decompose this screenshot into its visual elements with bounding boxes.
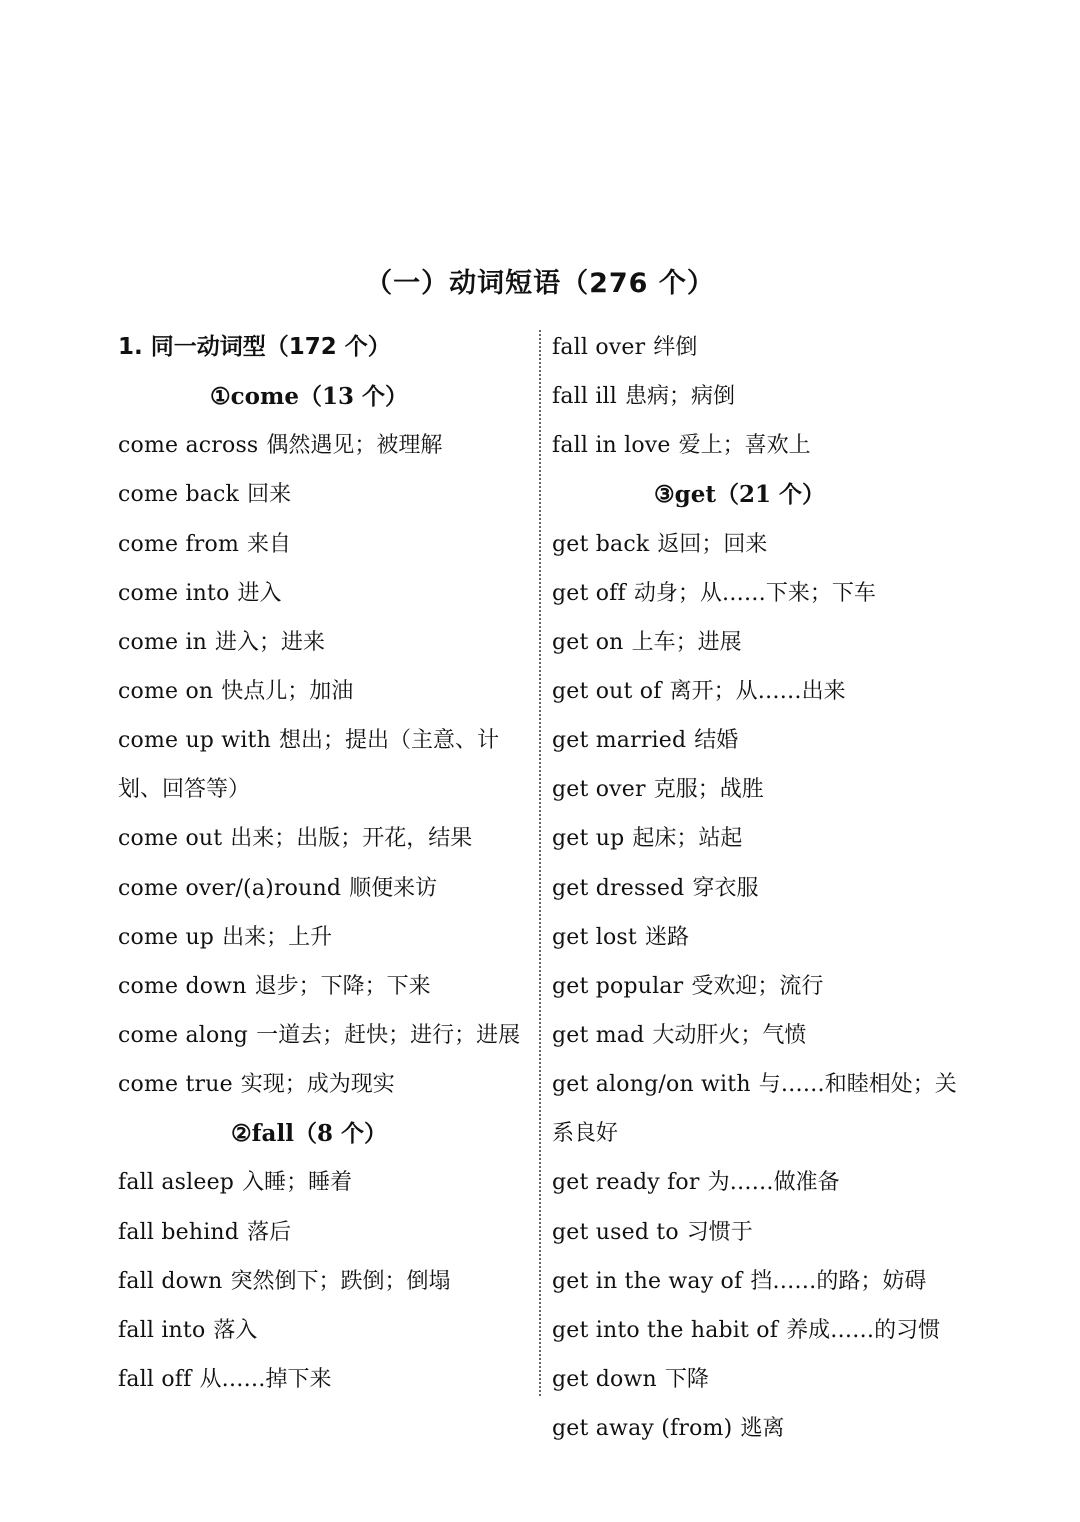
phrase: come up with <box>118 728 271 754</box>
meaning: 实现；成为现实 <box>240 1072 395 1098</box>
meaning: 入睡；睡着 <box>242 1170 353 1196</box>
phrase: get ready for <box>552 1170 700 1196</box>
list-item <box>552 864 967 913</box>
phrase: get mad <box>552 1022 645 1048</box>
list-item <box>118 1060 530 1109</box>
list-item <box>118 569 530 618</box>
meaning: 爱上；喜欢上 <box>678 433 811 459</box>
phrase: fall over <box>552 335 646 360</box>
meaning: 习惯于 <box>686 1219 753 1245</box>
phrase: come from <box>118 531 240 557</box>
phrase: get used to <box>552 1219 679 1245</box>
list-item <box>552 323 967 372</box>
meaning: 动身；从……下来；下车 <box>633 580 876 606</box>
phrase: get on <box>552 629 624 655</box>
list-item <box>118 1158 530 1207</box>
phrase: get in the way of <box>552 1268 743 1294</box>
meaning: 受欢迎；流行 <box>691 973 824 999</box>
meaning: 退步；下降；下来 <box>254 973 431 999</box>
list-item <box>552 1208 967 1257</box>
list-item <box>118 1011 530 1060</box>
list-item <box>118 1306 530 1355</box>
meaning: 一道去；赶快；进行；进展 <box>256 1023 521 1048</box>
meaning: 起床；站起 <box>632 826 743 852</box>
meaning: 想出；提出（主意、计划、回答等） <box>118 728 499 803</box>
phrase: fall asleep <box>118 1170 235 1196</box>
meaning: 进入 <box>237 580 282 606</box>
list-item <box>552 1158 967 1207</box>
phrase: come across <box>118 433 259 459</box>
meaning: 进入；进来 <box>215 629 326 655</box>
phrase: fall off <box>118 1366 192 1392</box>
left-column <box>118 323 530 1404</box>
meaning: 来自 <box>247 531 292 557</box>
list-item <box>552 569 967 618</box>
phrase: come along <box>118 1023 249 1048</box>
group-heading-get: ③get（21 个） <box>654 481 825 509</box>
phrase: come back <box>118 482 240 508</box>
meaning: 突然倒下；跌倒；倒塌 <box>230 1268 451 1294</box>
meaning: 穿衣服 <box>692 875 759 901</box>
right-column <box>552 323 967 1453</box>
phrase: get back <box>552 531 650 557</box>
list-item <box>118 520 530 569</box>
list-item <box>552 667 967 716</box>
meaning: 偶然遇见；被理解 <box>266 433 443 459</box>
phrase: get along/on with <box>552 1072 751 1098</box>
list-item <box>552 372 967 421</box>
list-item <box>552 1060 967 1158</box>
list-item <box>118 962 530 1011</box>
meaning: 结婚 <box>694 728 739 754</box>
list-item <box>118 814 530 863</box>
meaning: 顺便来访 <box>349 875 438 901</box>
list-item <box>552 1257 967 1306</box>
list-item <box>552 913 967 962</box>
group-heading-fall: ②fall（8 个） <box>231 1120 387 1148</box>
phrase: get popular <box>552 973 684 999</box>
phrase: get dressed <box>552 875 685 901</box>
phrase: fall in love <box>552 433 671 459</box>
section-heading: 1. 同一动词型（172 个） <box>118 334 391 360</box>
list-item <box>118 913 530 962</box>
phrase: get away (from) <box>552 1416 733 1442</box>
list-item <box>552 618 967 667</box>
phrase: get out of <box>552 678 662 704</box>
list-item <box>118 667 530 716</box>
list-item <box>552 814 967 863</box>
meaning: 逃离 <box>740 1416 785 1442</box>
list-item <box>552 1306 967 1355</box>
phrase: come down <box>118 973 247 999</box>
meaning: 为……做准备 <box>707 1170 840 1196</box>
meaning: 大动肝火；气愤 <box>652 1022 807 1048</box>
phrase: come true <box>118 1072 233 1098</box>
meaning: 迷路 <box>644 924 689 950</box>
phrase: get over <box>552 777 646 803</box>
meaning: 养成……的习惯 <box>786 1317 941 1343</box>
meaning: 出来；出版；开花，结果 <box>230 826 473 852</box>
meaning: 从……掉下来 <box>199 1366 332 1392</box>
meaning: 出来；上升 <box>222 924 333 950</box>
phrase: come in <box>118 629 208 655</box>
list-item <box>552 421 967 470</box>
phrase: get married <box>552 728 687 754</box>
list-item <box>552 520 967 569</box>
meaning: 回来 <box>247 482 292 508</box>
meaning: 患病；病倒 <box>625 384 736 410</box>
meaning: 离开；从……出来 <box>669 678 846 704</box>
phrase: come over/(a)round <box>118 875 342 901</box>
list-item <box>118 864 530 913</box>
phrase: come out <box>118 826 223 852</box>
meaning: 落后 <box>247 1219 292 1245</box>
phrase: come into <box>118 580 230 606</box>
phrase: come on <box>118 678 214 704</box>
list-item <box>118 1208 530 1257</box>
meaning: 落入 <box>213 1317 258 1343</box>
phrase: get down <box>552 1366 657 1392</box>
phrase: get lost <box>552 924 637 950</box>
page-title: （一）动词短语（276 个） <box>365 268 715 299</box>
meaning: 下降 <box>664 1366 709 1392</box>
meaning: 与……和睦相处；关系良好 <box>552 1072 957 1147</box>
list-item <box>118 716 530 814</box>
list-item <box>552 1355 967 1404</box>
phrase: fall down <box>118 1268 223 1294</box>
meaning: 返回；回来 <box>657 531 768 557</box>
phrase: fall into <box>118 1317 206 1343</box>
meaning: 快点儿；加油 <box>221 678 354 704</box>
column-divider <box>539 330 541 1396</box>
phrase: come up <box>118 924 215 950</box>
meaning: 绊倒 <box>653 335 698 360</box>
group-heading-come: ①come（13 个） <box>210 383 408 411</box>
phrase: fall ill <box>552 384 618 410</box>
phrase: get up <box>552 826 625 852</box>
list-item <box>552 765 967 814</box>
list-item <box>118 421 530 470</box>
list-item <box>552 1404 967 1453</box>
phrase: fall behind <box>118 1219 240 1245</box>
phrase: get off <box>552 580 626 606</box>
list-item <box>552 1011 967 1060</box>
list-item <box>118 470 530 519</box>
list-item <box>118 1355 530 1404</box>
meaning: 挡……的路；妨碍 <box>750 1268 927 1294</box>
list-item <box>552 962 967 1011</box>
meaning: 上车；进展 <box>631 629 742 655</box>
phrase: get into the habit of <box>552 1317 779 1343</box>
list-item <box>118 1257 530 1306</box>
list-item <box>118 618 530 667</box>
list-item <box>552 716 967 765</box>
meaning: 克服；战胜 <box>653 777 764 803</box>
